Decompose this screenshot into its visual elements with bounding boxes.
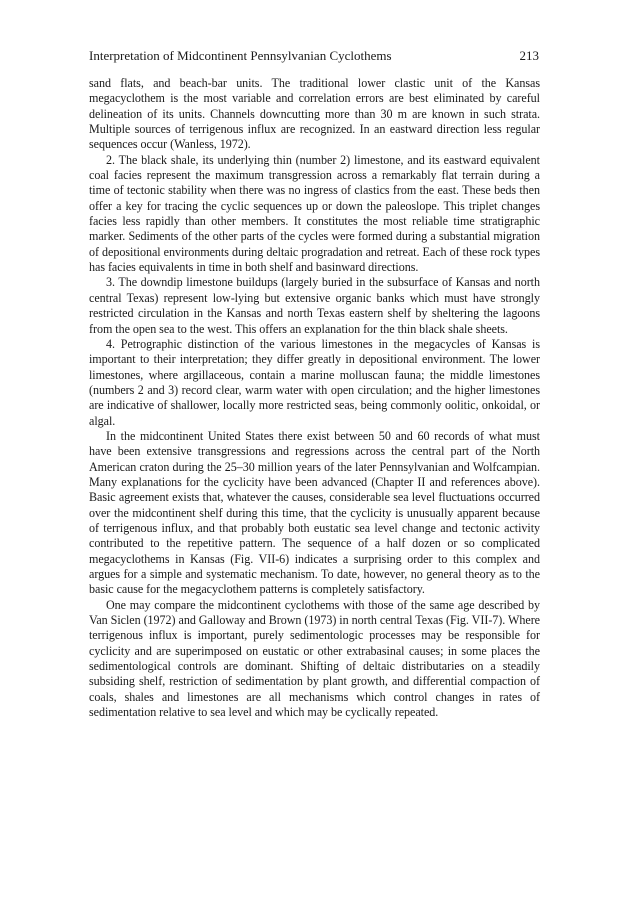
paragraph-point-2: 2. The black shale, its underlying thin (number 2) limestone, and its eastward equivalent coal facies represent the maximum transgression across a remarkably flat terrain during a time of tectonic stability when there was no ingress of clastics from the east. These beds then offer a key for tracing the cyclic sequences up or down the paleoslope. This triplet changes facies less rapidly than other members. It constitutes the most reliable time stratigraphic marker. Sediments of the other parts of the cycles were formed during a substantial migration of depositional environments during deltaic progradation and retreat. Each of these rock types has facies equivalents in time in both shelf and basinward directions. bbox=[89, 152, 540, 275]
paragraph-point-3: 3. The downdip limestone buildups (largely buried in the subsurface of Kansas and north central Texas) represent low-lying but extensive organic banks which must have strongly restricted circulation in the Kansas and north Texas eastern shelf by sheltering the lagoons from the open sea to the west. This offers an explanation for the thin black shale sheets. bbox=[89, 275, 540, 336]
paragraph-comparison: One may compare the midcontinent cyclothems with those of the same age described by Van Siclen (1972) and Galloway and Brown (1973) in north central Texas (Fig. VII-7). Where terrigenous influx is important, purely sedimentologic processes may be responsible for cyclicity and are superimposed on eustatic or other extrabasinal causes; in some places the sedimentological controls are dominant. Shifting of deltaic distributaries on a steadily subsiding shelf, restriction of sedimentation by plant growth, and differential compaction of coals, shales and limestones are all mechanisms which control changes in rates of sedimentation relative to sea level and which may be cyclically repeated. bbox=[89, 597, 540, 720]
paragraph-continuation: sand flats, and beach-bar units. The traditional lower clastic unit of the Kansas megacyclothem is the most variable and correlation errors are best eliminated by careful delineation of its units. Channels downcutting more than 30 m are known in such strata. Multiple sources of terrigenous influx are recognized. In an eastward direction less regular sequences occur (Wanless, 1972). bbox=[89, 76, 540, 152]
running-header bbox=[89, 48, 539, 64]
page-number: 213 bbox=[519, 48, 539, 63]
running-title: Interpretation of Midcontinent Pennsylvanian Cyclothems bbox=[89, 48, 392, 63]
paragraph-point-4: 4. Petrographic distinction of the various limestones in the megacycles of Kansas is important to their interpretation; they differ greatly in depositional environment. The lower limestones, where argillaceous, contain a marine molluscan fauna; the middle limestones (numbers 2 and 3) record clear, warm water with open circulation; and the higher limestones are indicative of shallower, locally more restricted seas, being commonly oolitic, onkoidal, or algal. bbox=[89, 336, 540, 428]
paragraph-midcontinent-records: In the midcontinent United States there exist between 50 and 60 records of what must have been extensive transgressions and regressions across the central part of the North American craton during the 25–30 million years of the later Pennsylvanian and Wolfcampian. Many explanations for the cyclicity have been advanced (Chapter II and references above). Basic agreement exists that, whatever the causes, considerable sea level fluctuations occurred over the midcontinent shelf during this time, that the cyclicity is unusually apparent because of terrigenous influx, and that probably both eustatic sea level change and tectonic activity contributed to the repetitive pattern. The sequence of a half dozen or so complicated megacyclothems in Kansas (Fig. VII-6) indicates a surprising order to this complex and argues for a simple and systematic mechanism. To date, however, no general theory as to the basic cause for the megacyclothem patterns is completely satisfactory. bbox=[89, 428, 540, 597]
body-text bbox=[89, 76, 540, 720]
